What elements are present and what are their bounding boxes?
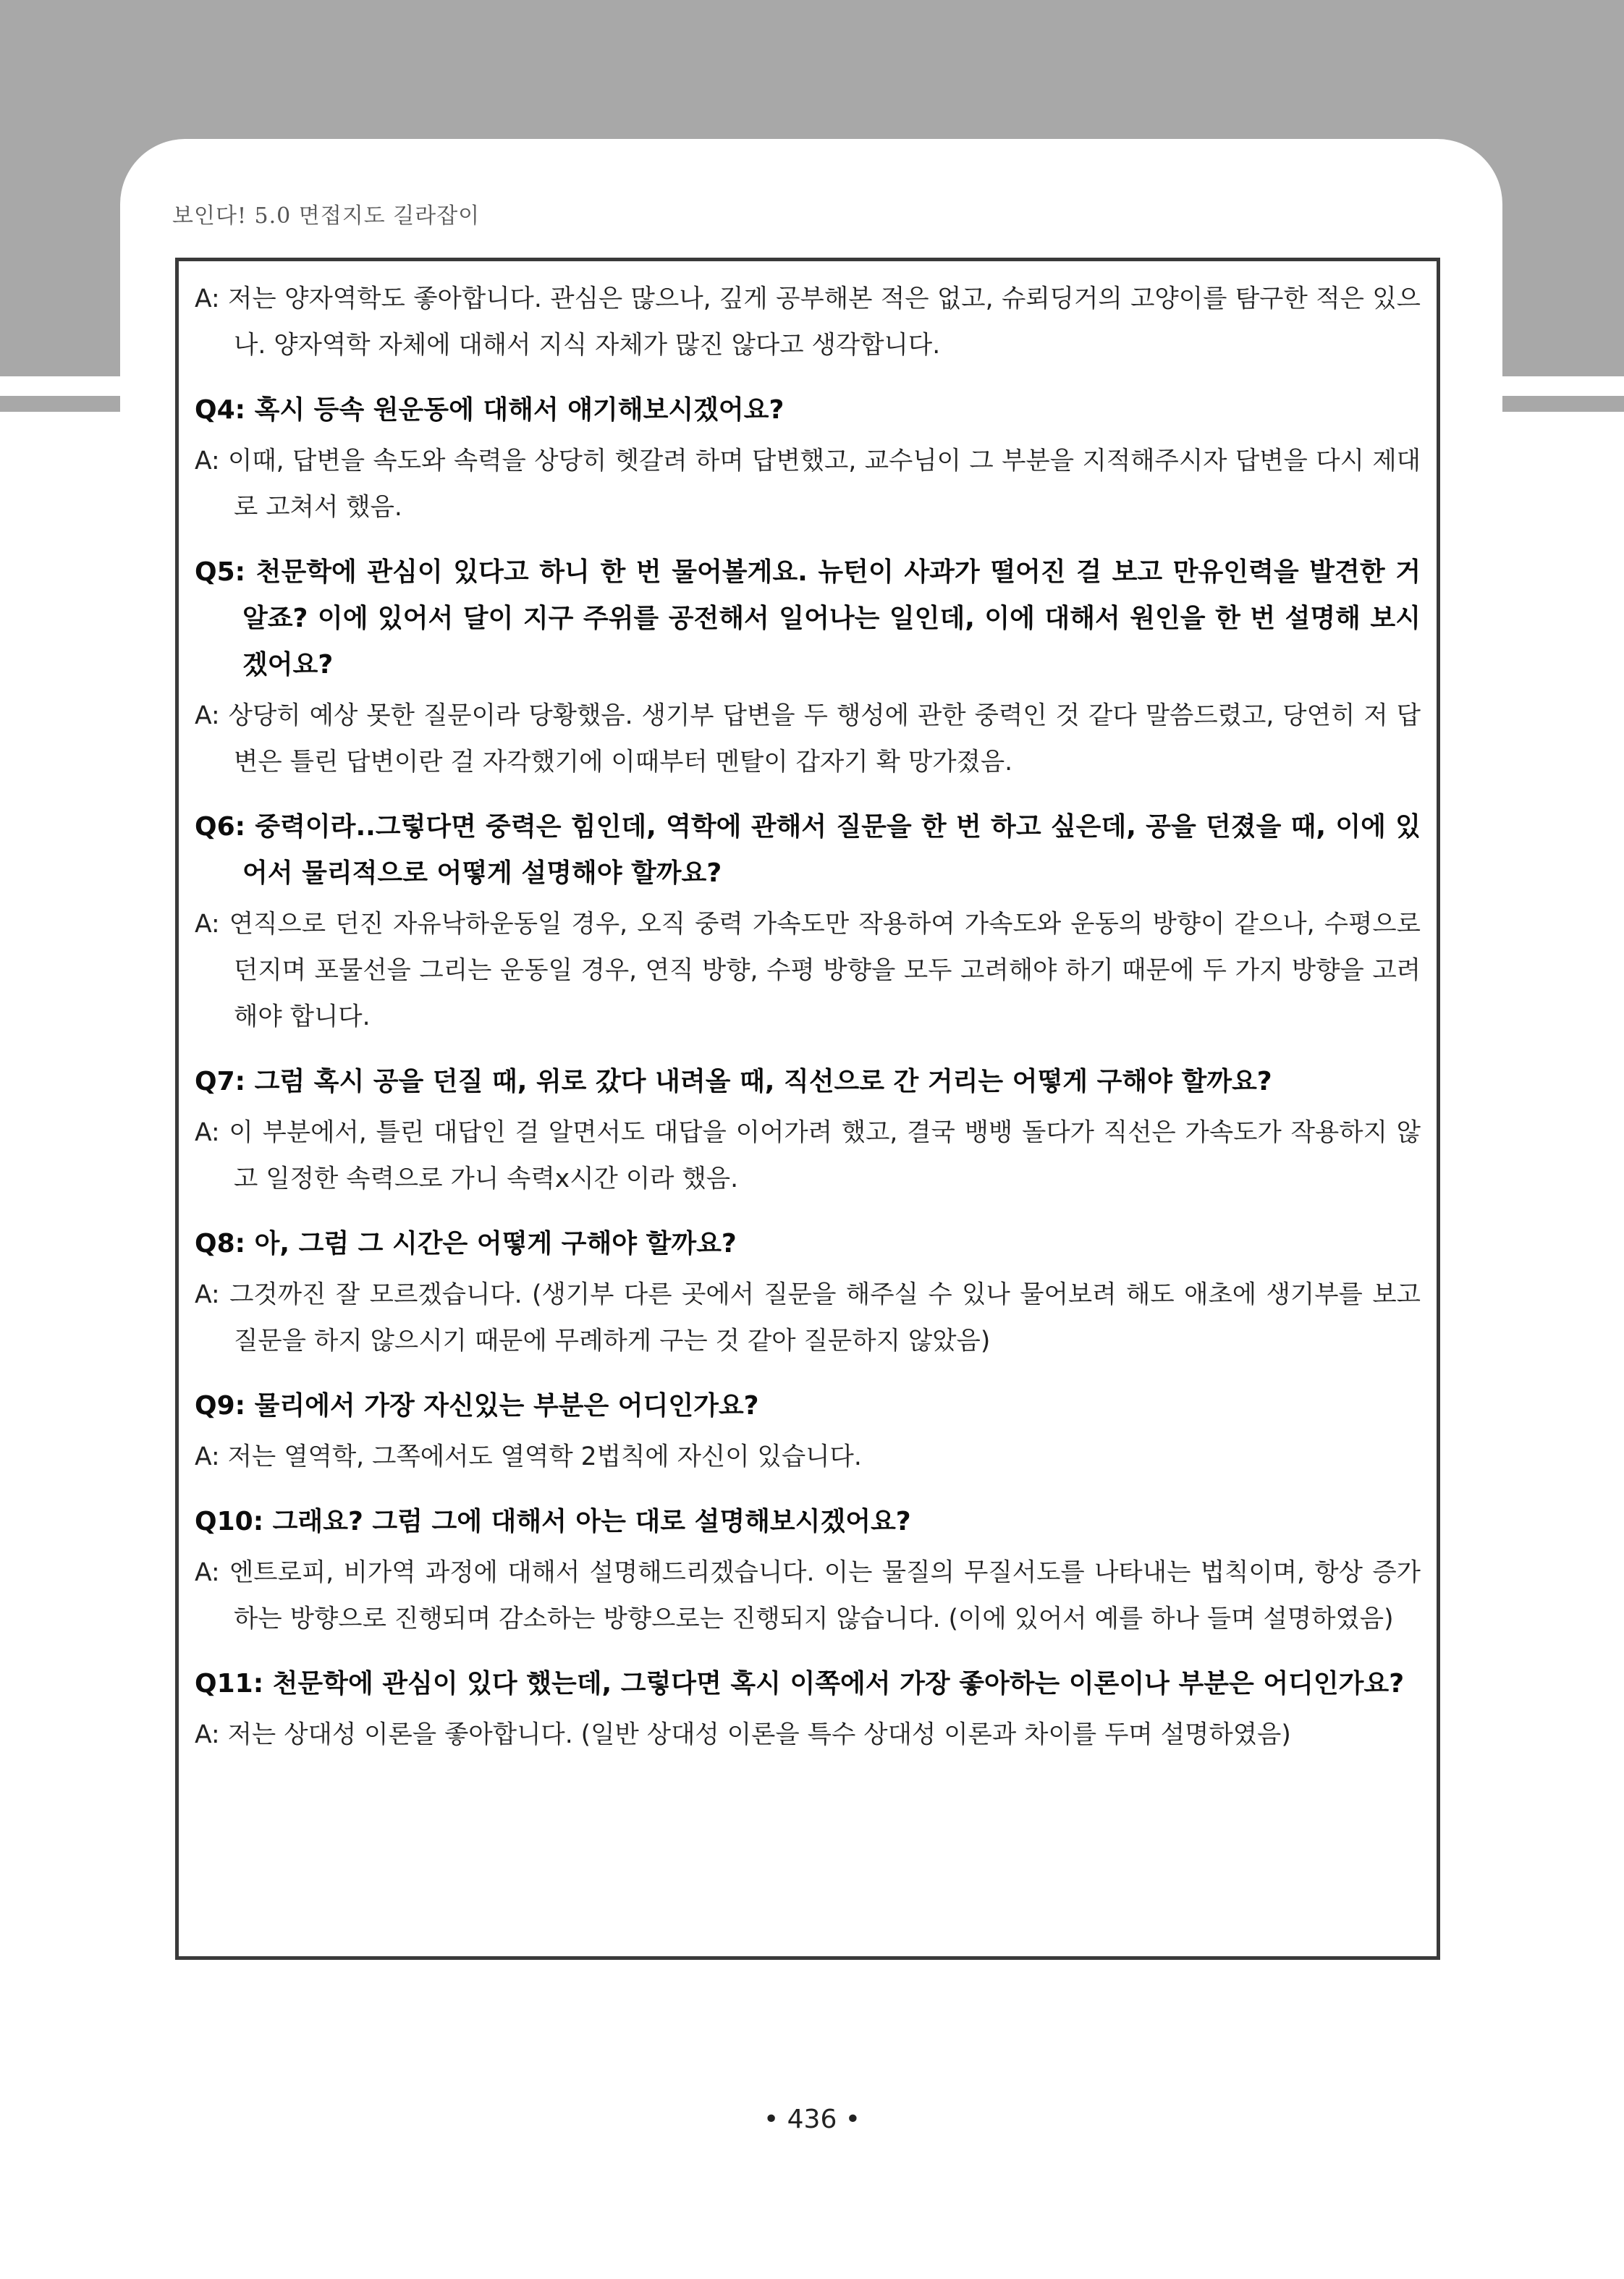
question-q10: Q10: 그래요? 그럼 그에 대해서 아는 대로 설명해보시겠어요?: [195, 1507, 911, 1536]
answer-q4: A: 이때, 답변을 속도와 속력을 상당히 헷갈려 하며 답변했고, 교수님이 그 부분을 지적해주시자 답변을 다시 제대로 고쳐서 했음.: [195, 447, 1421, 522]
answer-q8: A: 그것까진 잘 모르겠습니다. (생기부 다른 곳에서 질문을 해주실 수 있나 물어보려 해도 애초에 생기부를 보고 질문을 하지 않으시기 때문에 무례하게 구는 것 같아 질문하지 않았음): [195, 1280, 1421, 1356]
question-q11: Q11: 천문학에 관심이 있다 했는데, 그렇다면 혹시 이쪽에서 가장 좋아하는 이론이나 부분은 어디인가요?: [195, 1669, 1405, 1699]
right-tab-bar: [1502, 396, 1624, 412]
interview-qa-box: [175, 258, 1440, 1960]
question-q4: Q4: 혹시 등속 원운동에 대해서 얘기해보시겠어요?: [195, 395, 784, 425]
question-q9: Q9: 물리에서 가장 자신있는 부분은 어디인가요?: [195, 1391, 759, 1421]
question-q5: Q5: 천문학에 관심이 있다고 하니 한 번 물어볼게요. 뉴턴이 사과가 떨어진 걸 보고 만유인력을 발견한 거 알죠? 이에 있어서 달이 지구 주위를 공전해서 일어나는 일인데, 이에 대해서 원인을 한 번 설명해 보시겠어요?: [195, 557, 1421, 680]
answer-q7: A: 이 부분에서, 틀린 대답인 걸 알면서도 대답을 이어가려 했고, 결국 뱅뱅 돌다가 직선은 가속도가 작용하지 않고 일정한 속력으로 가니 속력x시간 이라 했음.: [195, 1118, 1421, 1193]
question-q6: Q6: 중력이라..그렇다면 중력은 힘인데, 역학에 관해서 질문을 한 번 하고 싶은데, 공을 던졌을 때, 이에 있어서 물리적으로 어떻게 설명해야 할까요?: [195, 812, 1421, 888]
answer-q6: A: 연직으로 던진 자유낙하운동일 경우, 오직 중력 가속도만 작용하여 가속도와 운동의 방향이 같으나, 수평으로 던지며 포물선을 그리는 운동일 경우, 연직 방향, 수평 방향을 모두 고려해야 하기 때문에 두 가지 방향을 고려해야 합니다.: [195, 910, 1421, 1031]
question-q8: Q8: 아, 그럼 그 시간은 어떻게 구해야 할까요?: [195, 1229, 737, 1259]
running-header: 보인다! 5.0 면접지도 길라잡이: [172, 203, 481, 229]
answer-q11: A: 저는 상대성 이론을 좋아합니다. (일반 상대성 이론을 특수 상대성 이론과 차이를 두며 설명하였음): [195, 1720, 1291, 1749]
question-q7: Q7: 그럼 혹시 공을 던질 때, 위로 갔다 내려올 때, 직선으로 간 거리는 어떻게 구해야 할까요?: [195, 1067, 1272, 1096]
page-number: • 436 •: [763, 2105, 861, 2134]
answer-q9: A: 저는 열역학, 그쪽에서도 열역학 2법칙에 자신이 있습니다.: [195, 1442, 862, 1471]
answer-q5: A: 상당히 예상 못한 질문이라 당황했음. 생기부 답변을 두 행성에 관한 중력인 것 같다 말씀드렸고, 당연히 저 답변은 틀린 답변이란 걸 자각했기에 이때부터 멘탈이 갑자기 확 망가졌음.: [195, 701, 1421, 777]
left-tab-bar: [0, 396, 120, 412]
answer-q10: A: 엔트로피, 비가역 과정에 대해서 설명해드리겠습니다. 이는 물질의 무질서도를 나타내는 법칙이며, 항상 증가하는 방향으로 진행되며 감소하는 방향으로는 진행되지 않습니다. (이에 있어서 예를 하나 들며 설명하였음): [195, 1558, 1421, 1633]
answer-q3: A: 저는 양자역학도 좋아합니다. 관심은 많으나, 깊게 공부해본 적은 없고, 슈뢰딩거의 고양이를 탐구한 적은 있으나. 양자역학 자체에 대해서 지식 자체가 많진 않다고 생각합니다.: [195, 284, 1421, 360]
